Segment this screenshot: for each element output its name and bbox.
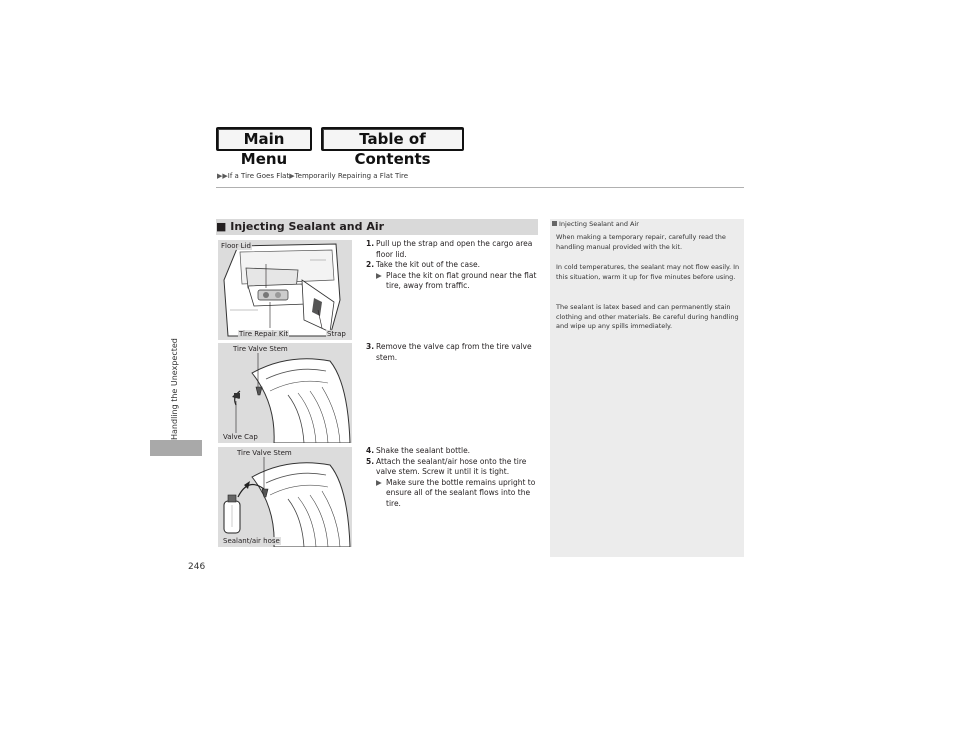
- page-number: 246: [188, 562, 206, 572]
- step-note-text: Place the kit on flat ground near the flat tire, away from traffic.: [386, 270, 537, 290]
- cargo-area-illustration: [218, 240, 352, 340]
- tire-valve-stem-label: Tire Valve Stem: [237, 449, 292, 457]
- step-4: [366, 446, 540, 457]
- steps-group-2: [366, 342, 540, 363]
- valve-cap-figure: [218, 343, 352, 443]
- valve-cap-label: Valve Cap: [223, 433, 258, 441]
- step-5-note: [366, 478, 540, 510]
- chapter-side-label: Handling the Unexpected: [170, 338, 179, 440]
- tire-valve-stem-label: Tire Valve Stem: [233, 345, 288, 353]
- step-text: Remove the valve cap from the tire valve stem.: [376, 342, 532, 362]
- breadcrumb-arrow-icon: ▶▶: [217, 172, 228, 180]
- note-paragraph-1: When making a temporary repair, carefully read the handling manual provided with the kit.: [556, 233, 726, 251]
- steps-group-3: [366, 446, 540, 509]
- step-note-text: Make sure the bottle remains upright to ensure all of the sealant flows into the tire.: [386, 477, 536, 508]
- step-text: Pull up the strap and open the cargo area floor lid.: [376, 239, 533, 259]
- table-of-contents-button[interactable]: Table of Contents: [321, 127, 464, 151]
- header-divider: [216, 187, 744, 188]
- step-number: 5.: [366, 456, 375, 466]
- chapter-tab: [150, 440, 202, 456]
- step-text: Take the kit out of the case.: [376, 260, 481, 269]
- step-1: [366, 239, 540, 260]
- step-2-note: [366, 271, 540, 292]
- breadcrumb-level1[interactable]: If a Tire Goes Flat: [227, 172, 290, 180]
- step-number: 4.: [366, 446, 375, 455]
- note-paragraph-2: In cold temperatures, the sealant may not flow easily. In this situation, warm it up for five minutes before using.: [556, 263, 740, 281]
- step-3: [366, 342, 540, 363]
- breadcrumb-level2[interactable]: Temporarily Repairing a Flat Tire: [294, 172, 409, 180]
- note-paragraph-3: The sealant is latex based and can permanently stain clothing and other materials. Be careful during handling and wipe up any spills immediately.: [556, 303, 739, 331]
- tire-valve-illustration: [218, 343, 352, 443]
- section-heading-bar: [216, 219, 538, 235]
- sealant-hose-illustration: [218, 447, 352, 547]
- step-number: 3.: [366, 342, 375, 351]
- main-menu-button[interactable]: Main Menu: [216, 127, 312, 151]
- sealant-hose-figure: [218, 447, 352, 547]
- step-number: 2.: [366, 260, 375, 269]
- breadcrumb-arrow-icon: ▶: [289, 172, 295, 180]
- arrow-icon: ▶: [376, 477, 382, 487]
- step-text: Shake the sealant bottle.: [376, 446, 471, 455]
- section-title: ■ Injecting Sealant and Air: [216, 220, 385, 233]
- breadcrumb: [217, 172, 408, 180]
- arrow-icon: ▶: [376, 270, 382, 280]
- cargo-area-figure: [218, 240, 352, 340]
- sealant-air-hose-label: Sealant/air hose: [223, 537, 280, 545]
- steps-group-1: [366, 239, 540, 292]
- step-2: [366, 260, 540, 271]
- step-text: Attach the sealant/air hose onto the tire valve stem. Screw it until it is tight.: [376, 456, 527, 476]
- step-number: 1.: [366, 239, 375, 248]
- note-panel: [550, 219, 744, 557]
- step-5: [366, 457, 540, 478]
- strap-label: Strap: [327, 330, 346, 338]
- note-title: Injecting Sealant and Air: [552, 220, 639, 228]
- tire-repair-kit-label: Tire Repair Kit: [239, 330, 289, 338]
- floor-lid-label: Floor Lid: [221, 242, 251, 250]
- note-marker-icon: [552, 221, 557, 226]
